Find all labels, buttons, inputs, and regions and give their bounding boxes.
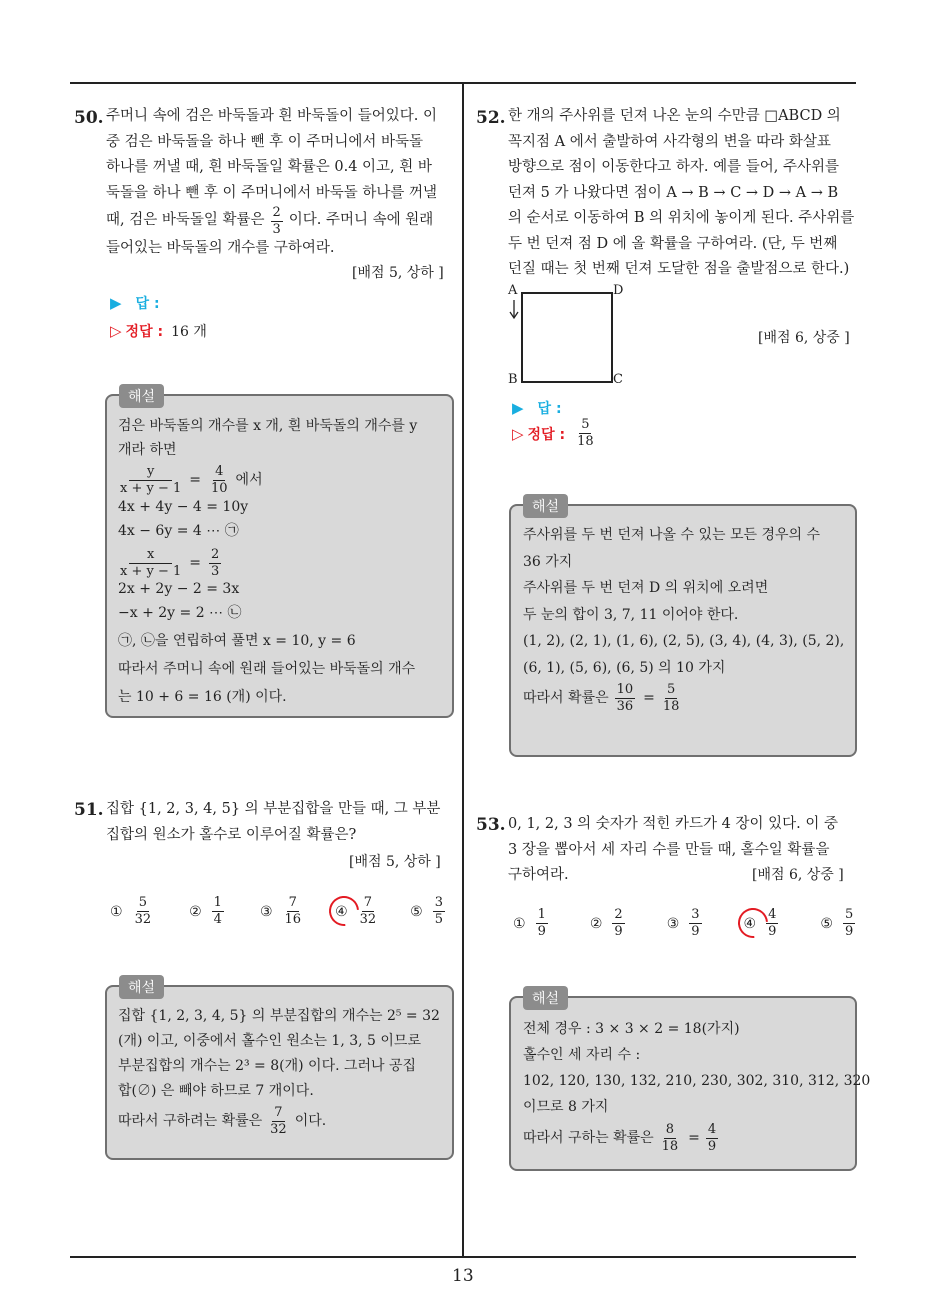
q53-score: [배점 6, 상중 ] bbox=[752, 867, 844, 883]
correct-label: 정답 : bbox=[527, 426, 566, 443]
q53-number: 53. bbox=[476, 815, 506, 835]
solution-line: 부분집합의 개수는 2³ = 8(개) 이다. 그러나 공집 bbox=[118, 1058, 417, 1074]
down-arrow-icon bbox=[509, 300, 519, 320]
q51-line: 집합의 원소가 홀수로 이루어질 확률은? bbox=[106, 826, 357, 843]
q50-correct-row bbox=[110, 321, 207, 341]
q52-score: [배점 6, 상중 ] bbox=[758, 330, 850, 346]
choice-1[interactable]: ① $\frac{1}{9}$ bbox=[513, 907, 546, 939]
choice-4[interactable]: ④ $\frac{7}{32}$ bbox=[335, 896, 380, 927]
choice-3[interactable]: ③ $\frac{7}{16}$ bbox=[259, 895, 302, 927]
corner-label-a: A bbox=[508, 283, 518, 298]
q52-correct-row bbox=[512, 418, 598, 449]
q53-line: 3 장을 뽑아서 세 자리 수를 만들 때, 홀수일 확률을 bbox=[508, 841, 830, 858]
solution-line: 검은 바둑돌의 개수를 x 개, 흰 바둑돌의 개수를 y bbox=[118, 418, 418, 434]
solution-equation: $\frac{x}{x + y - 1}$ = $\frac{2}{3}$ bbox=[120, 546, 220, 579]
choice-2[interactable]: ② $\frac{2}{9}$ bbox=[589, 907, 623, 939]
q50-line: 주머니 속에 검은 바둑돌과 흰 바둑돌이 들어있다. 이 bbox=[106, 108, 438, 124]
q52-line: 한 개의 주사위를 던져 나온 눈의 수만큼 □ABCD 의 bbox=[508, 108, 841, 124]
q51-line: 집합 {1, 2, 3, 4, 5} 의 부분집합을 만들 때, 그 부분 bbox=[106, 801, 441, 817]
q52-line: 던져 5 가 나왔다면 점이 A → B → C → D → A → B bbox=[508, 184, 839, 201]
q52-solution bbox=[523, 522, 844, 715]
solution-tag: 해설 bbox=[523, 986, 568, 1010]
solution-line: 102, 120, 130, 132, 210, 230, 302, 310, 312, 320 bbox=[523, 1073, 871, 1089]
solution-line: (1, 2), (2, 1), (1, 6), (2, 5), (3, 4), (4, 3), (5, 2), bbox=[523, 633, 845, 649]
solution-line: −x + 2y = 2 ⋯ ㉡ bbox=[118, 605, 242, 621]
column-divider bbox=[462, 82, 464, 1258]
solution-line: 홀수인 세 자리 수 : bbox=[523, 1047, 641, 1063]
solution-line: (개) 이고, 이중에서 홀수인 원소는 1, 3, 5 이므로 bbox=[118, 1033, 421, 1049]
solution-line: 따라서 구하는 확률은 $\frac{8}{18}$ = $\frac{4}{9}$ bbox=[523, 1121, 717, 1154]
q52-answer-row bbox=[512, 398, 562, 418]
q50-score: [배점 5, 상하 ] bbox=[352, 265, 444, 281]
choice-5[interactable]: ⑤ $\frac{5}{9}$ bbox=[820, 907, 854, 939]
solution-line: 따라서 주머니 속에 원래 들어있는 바둑돌의 개수 bbox=[118, 661, 416, 677]
triangle-outline-icon: ▷ bbox=[512, 424, 524, 443]
q50-line: 하나를 꺼낼 때, 흰 바둑돌일 확률은 0.4 이고, 흰 바 bbox=[106, 159, 432, 175]
q52-text bbox=[508, 104, 858, 283]
q52-line: 던질 때는 첫 번째 던져 도달한 점을 출발점으로 한다.) bbox=[508, 261, 850, 277]
q53-choices bbox=[513, 908, 879, 939]
choice-2[interactable]: ② $\frac{1}{4}$ bbox=[189, 895, 222, 927]
square-abcd bbox=[521, 292, 613, 383]
q50-line: 중 검은 바둑돌을 하나 뺀 후 이 주머니에서 바둑돌 bbox=[106, 133, 424, 150]
q52-correct-value: $\frac{5}{18}$ bbox=[577, 417, 594, 449]
corner-label-d: D bbox=[613, 283, 624, 298]
q50-fraction: $\frac{2}{3}$ bbox=[272, 204, 281, 237]
choice-3[interactable]: ③ $\frac{3}{9}$ bbox=[666, 907, 700, 939]
solution-line: 주사위를 두 번 던져 나올 수 있는 모든 경우의 수 bbox=[523, 527, 821, 543]
play-icon: ▶ bbox=[512, 399, 524, 417]
solution-line: 전체 경우 : 3 × 3 × 2 = 18(가지) bbox=[523, 1021, 740, 1037]
solution-line: 는 10 + 6 = 16 (개) 이다. bbox=[118, 689, 287, 705]
solution-line: (6, 1), (5, 6), (6, 5) 의 10 가지 bbox=[523, 659, 726, 676]
corner-label-b: B bbox=[508, 372, 518, 387]
q50-answer-row bbox=[110, 293, 160, 313]
q51-score: [배점 5, 상하 ] bbox=[349, 854, 441, 870]
solution-line: 4x + 4y − 4 = 10y bbox=[118, 499, 249, 515]
q53-line: 구하여라. bbox=[508, 867, 569, 883]
q50-line: 때, 검은 바둑돌일 확률은 $\frac{2}{3}$ 이다. 주머니 속에 원래 bbox=[106, 204, 434, 237]
choice-1[interactable]: ① $\frac{5}{32}$ bbox=[110, 895, 152, 927]
solution-line: 두 눈의 합이 3, 7, 11 이어야 한다. bbox=[523, 606, 739, 623]
q50-correct-value: 16 개 bbox=[171, 324, 207, 340]
q50-text bbox=[106, 104, 456, 262]
solution-tag: 해설 bbox=[119, 384, 164, 408]
q52-line: 의 순서로 이동하여 B 의 위치에 놓이게 된다. 주사위를 bbox=[508, 210, 855, 226]
q52-line: 꼭지점 A 에서 출발하여 사각형의 변을 따라 화살표 bbox=[508, 133, 831, 150]
solution-line: 합(∅) 은 빼야 하므로 7 개이다. bbox=[118, 1083, 314, 1099]
q50-line: 둑돌을 하나 뺀 후 이 주머니에서 바둑돌 하나를 꺼낼 bbox=[106, 184, 438, 201]
solution-tag: 해설 bbox=[523, 494, 568, 518]
q53-solution bbox=[523, 1016, 870, 1156]
answer-label: 답 : bbox=[537, 401, 562, 417]
page-number: 13 bbox=[452, 1266, 474, 1286]
corner-label-c: C bbox=[613, 372, 623, 387]
q52-line: 방향으로 점이 이동한다고 하자. 예를 들어, 주사위를 bbox=[508, 159, 840, 175]
solution-line: 따라서 확률은 $\frac{10}{36}$ = $\frac{5}{18}$ bbox=[523, 681, 680, 714]
solution-line: ㉠, ㉡을 연립하여 풀면 x = 10, y = 6 bbox=[118, 633, 356, 649]
solution-line: 2x + 2y − 2 = 3x bbox=[118, 581, 240, 597]
solution-line: 이므로 8 가지 bbox=[523, 1099, 609, 1115]
choice-5[interactable]: ⑤ $\frac{3}{5}$ bbox=[410, 895, 444, 927]
solution-line: 36 가지 bbox=[523, 553, 573, 570]
q50-solution bbox=[118, 414, 417, 710]
q53-line: 0, 1, 2, 3 의 숫자가 적힌 카드가 4 장이 있다. 이 중 bbox=[508, 816, 838, 832]
solution-line: 따라서 구하려는 확률은 $\frac{7}{32}$ 이다. bbox=[118, 1104, 327, 1137]
answer-label: 답 : bbox=[135, 296, 160, 312]
bottom-rule bbox=[70, 1256, 856, 1258]
q52-number: 52. bbox=[476, 108, 506, 128]
play-icon: ▶ bbox=[110, 294, 122, 312]
q51-choices bbox=[110, 896, 469, 927]
q52-line: 두 번 던져 점 D 에 올 확률을 구하여라. (단, 두 번째 bbox=[508, 235, 838, 252]
solution-line: 집합 {1, 2, 3, 4, 5} 의 부분집합의 개수는 2⁵ = 32 bbox=[118, 1008, 440, 1024]
q51-solution bbox=[118, 1004, 440, 1138]
q51-text bbox=[106, 797, 456, 848]
solution-line: 주사위를 두 번 던져 D 의 위치에 오려면 bbox=[523, 580, 769, 596]
choice-4[interactable]: ④ $\frac{4}{9}$ bbox=[744, 908, 781, 939]
q50-line: 들어있는 바둑돌의 개수를 구하여라. bbox=[106, 240, 335, 256]
correct-label: 정답 : bbox=[125, 324, 164, 340]
q50-number: 50. bbox=[74, 108, 104, 128]
solution-line: 개라 하면 bbox=[118, 442, 177, 458]
q51-number: 51. bbox=[74, 800, 104, 820]
solution-equation: $\frac{y}{x + y - 1}$ = $\frac{4}{10}$ 에서 bbox=[120, 463, 263, 496]
triangle-outline-icon: ▷ bbox=[110, 322, 122, 340]
solution-line: 4x − 6y = 4 ⋯ ㉠ bbox=[118, 523, 239, 539]
solution-tag: 해설 bbox=[119, 975, 164, 999]
